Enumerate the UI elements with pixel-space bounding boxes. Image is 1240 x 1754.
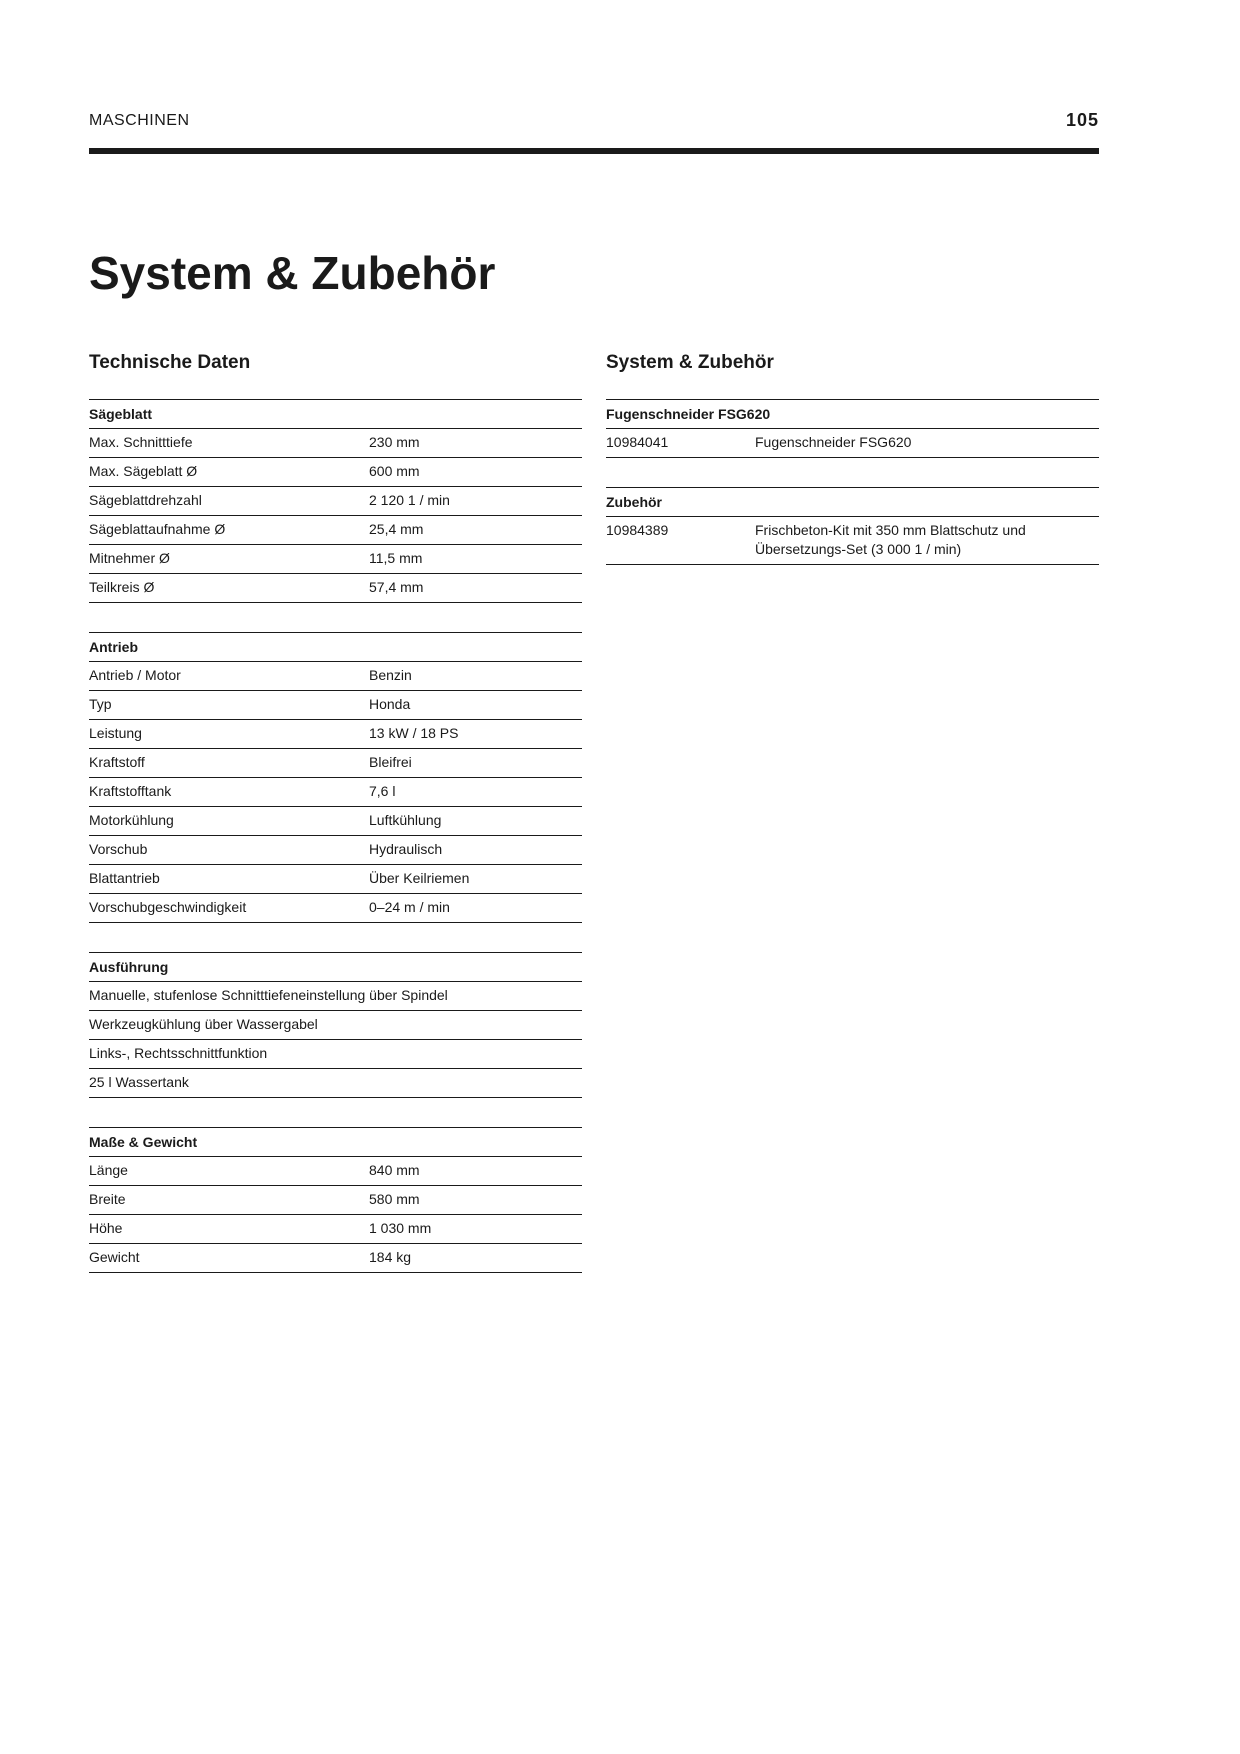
row-label: Motorkühlung [89,812,174,828]
table-row [89,981,582,1010]
table-row [89,777,582,806]
row-value: 11,5 mm [369,550,423,566]
page-header [89,112,1099,154]
row-label: Sägeblattdrehzahl [89,492,202,508]
page-title: System & Zubehör [89,247,496,299]
row-value: Luftkühlung [369,812,442,828]
table-row [89,544,582,573]
table-row [89,1010,582,1039]
row-label: Leistung [89,725,142,741]
column-heading: System & Zubehör [606,352,774,373]
page-number: 105 [1065,110,1099,130]
table-row [89,719,582,748]
spec-groups [89,399,582,1273]
row-value: 2 120 1 / min [369,492,450,508]
accessory-groups [606,399,1099,565]
accessories-column [606,352,1099,594]
row-label: Vorschub [89,841,148,857]
row-label: Teilkreis Ø [89,579,155,595]
spec-group-fugenschneider-fsg620 [606,399,1099,458]
row-label: Links-, Rechtsschnittfunktion [89,1045,268,1061]
spec-group-antrieb [89,632,582,923]
group-title: Antrieb [89,632,582,661]
table-row [606,428,1099,458]
table-row [89,457,582,486]
row-label: Sägeblattaufnahme Ø [89,521,226,537]
row-value: 1 030 mm [369,1220,432,1236]
column-heading: Technische Daten [89,352,251,373]
row-label: 10984389 [606,522,669,538]
row-value: 0–24 m / min [369,899,450,915]
spec-group-maße-gewicht [89,1127,582,1273]
row-value: 57,4 mm [369,579,424,595]
row-value: 580 mm [369,1191,420,1207]
group-title: Maße & Gewicht [89,1127,582,1156]
table-row [89,1243,582,1273]
spec-group-sägeblatt [89,399,582,603]
row-label: Max. Schnitttiefe [89,434,193,450]
table-row [89,1214,582,1243]
row-label: Höhe [89,1220,123,1236]
row-label: Breite [89,1191,126,1207]
table-row [89,1068,582,1098]
row-label: Länge [89,1162,128,1178]
row-value: 230 mm [369,434,420,450]
row-label: Manuelle, stufenlose Schnitttiefeneinstellung über Spindel [89,987,448,1003]
table-row [89,515,582,544]
group-title: Zubehör [606,487,1099,516]
row-value: Honda [369,696,411,712]
technical-data-column [89,352,582,1302]
table-row [89,748,582,777]
row-label: Gewicht [89,1249,140,1265]
group-title: Fugenschneider FSG620 [606,399,1099,428]
row-label: 10984041 [606,434,669,450]
row-value: 184 kg [369,1249,412,1265]
spec-group-zubehör [606,487,1099,565]
table-row [89,1156,582,1185]
table-row [89,486,582,515]
row-label: Vorschubgeschwindigkeit [89,899,247,915]
table-row [89,690,582,719]
table-row [89,893,582,923]
row-label: Antrieb / Motor [89,667,181,683]
row-value: Hydraulisch [369,841,443,857]
row-value: 13 kW / 18 PS [369,725,459,741]
table-row [606,516,1099,565]
table-row [89,864,582,893]
row-value: Bleifrei [369,754,412,770]
row-label: Blattantrieb [89,870,160,886]
table-row [89,806,582,835]
row-value: Über Keilriemen [369,870,470,886]
row-label: 25 l Wassertank [89,1074,189,1090]
group-title: Sägeblatt [89,399,582,428]
group-title: Ausführung [89,952,582,981]
table-row [89,428,582,457]
table-row [89,661,582,690]
row-value: Benzin [369,667,412,683]
table-row [89,573,582,603]
row-value: 25,4 mm [369,521,424,537]
row-label: Kraftstoff [89,754,145,770]
row-value: 840 mm [369,1162,420,1178]
row-label: Werkzeugkühlung über Wassergabel [89,1016,318,1032]
table-row [89,1039,582,1068]
row-value: Frischbeton-Kit mit 350 mm Blattschutz und Übersetzungs-Set (3 000 1 / min) [755,522,1026,557]
row-label: Mitnehmer Ø [89,550,170,566]
row-value: 600 mm [369,463,420,479]
row-value: 7,6 l [369,783,396,799]
section-label: MASCHINEN [89,112,190,129]
table-row [89,1185,582,1214]
table-row [89,835,582,864]
row-label: Max. Sägeblatt Ø [89,463,198,479]
row-label: Typ [89,696,112,712]
row-label: Kraftstofftank [89,783,172,799]
row-value: Fugenschneider FSG620 [755,434,912,450]
spec-group-ausführung [89,952,582,1098]
